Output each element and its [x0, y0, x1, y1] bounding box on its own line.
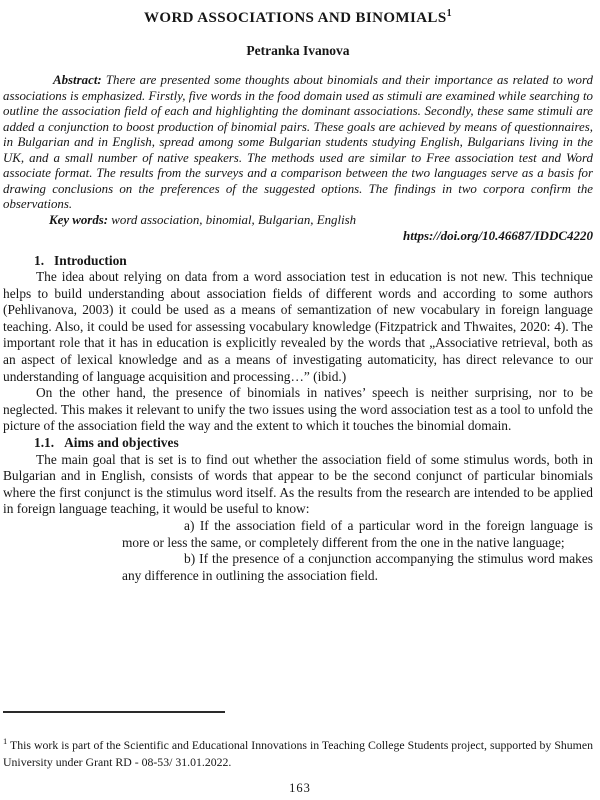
footnote [3, 733, 593, 771]
keywords-line [49, 213, 593, 229]
footnote-marker: 1 [3, 736, 8, 746]
author-name: Petranka Ivanova [246, 43, 350, 58]
objective-item-b: b) If the presence of a conjunction accompanying the stimulus word makes any difference in outlining the association field. [122, 551, 593, 583]
keywords-label: Key words: [49, 212, 109, 227]
article-body [3, 253, 593, 585]
objective-item-a: a) If the association field of a particular word in the foreign language is more or less the same, or completely different from the one in the native language; [122, 518, 593, 550]
title-footnote-ref: 1 [446, 8, 452, 19]
paper-title-text: WORD ASSOCIATIONS AND BINOMIALS [143, 10, 447, 26]
abstract-text: There are presented some thoughts about binomials and their importance as related to word associations is emphasized. Firstly, five words in the food domain used as stimuli are examined while searching to outline the association field of each and highlighting the dominant associations. Secondly, these same stimuli are added a conjunction to boost production of binomial pairs. These goals are achieved by means of questionnaires, in Bulgarian and in English, spread among some Bulgarian students studying English, Bulgarians living in the UK, and a small number of native speakers. The methods used are similar to Free association test and Word associate format. The results from the surveys and a comparison between the two languages serve as a basis for drawing conclusions on the preferences of the suggested options. The findings in two corpora confirm the observations. [3, 73, 593, 211]
section-title-introduction: Introduction [54, 252, 127, 268]
paragraph-aims: The main goal that is set is to find out whether the association field of some stimulus words, both in Bulgarian and in English, consists of words that appear to be the second conjunct of particular binomials where the first conjunct is the stimulus word itself. As the results from the research are intended to be applied in foreign language teaching, it would be useful to know: [3, 451, 593, 517]
section-heading-aims [34, 435, 593, 452]
section-number-introduction: 1. [34, 252, 45, 268]
section-number-aims: 1.1. [34, 435, 55, 451]
doi-line: https://doi.org/10.46687/IDDC4220 [403, 228, 593, 243]
footnote-separator [3, 711, 225, 713]
page-number: 163 [289, 781, 311, 795]
footnote-text: This work is part of the Scientific and Educational Innovations in Teaching College Students project, supported by Shumen University under Grant RD - 08-53/ 31.01.2022. [3, 737, 593, 769]
paper-title [3, 5, 593, 27]
keywords-text: word association, binomial, Bulgarian, English [108, 212, 357, 227]
section-title-aims: Aims and objectives [64, 435, 179, 451]
paragraph-introduction-1: The idea about relying on data from a word association test in education is not new. This technique helps to build understanding about association fields of different words and according to some authors (Pehlivanova, 2003) it could be used as a means of semantization of new vocabulary in foreign language teaching. Also, it could be used for assessing vocabulary knowledge (Fitzpatrick and Thwaites, 2020: 4). The important role that it has in education is explicitly revealed by the words that „Associative retrieval, both as an aspect of lexical knowledge and as a means of investigating automaticity, has direct relevance to our understanding of language acquisition and processing…” (ibid.) [3, 269, 593, 384]
paragraph-introduction-2: On the other hand, the presence of binomials in natives’ speech is neither surprising, nor to be neglected. This makes it relevant to unify the two issues using the word association test as a tool to unfold the picture of the association field the way and the extent to which it touches the binomial domain. [3, 385, 593, 434]
abstract-label: Abstract: [53, 73, 102, 87]
abstract [3, 73, 593, 213]
section-heading-introduction [34, 253, 593, 270]
footnote-area [3, 711, 593, 771]
